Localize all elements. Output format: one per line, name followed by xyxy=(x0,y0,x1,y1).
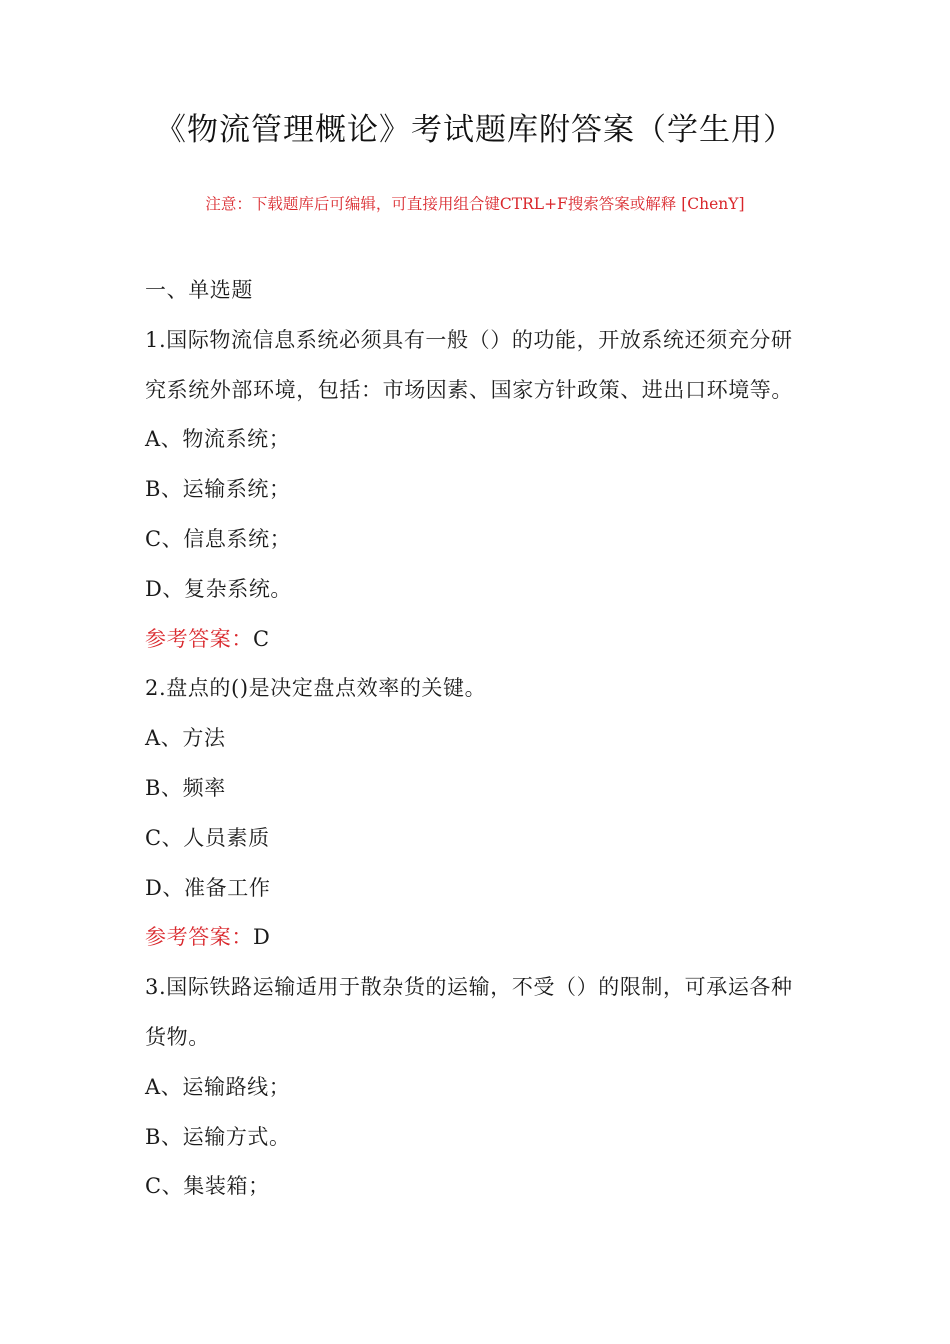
question-2-answer xyxy=(145,913,815,963)
section-heading: 一、单选题 xyxy=(145,278,253,302)
document-title: 《物流管理概论》考试题库附答案（学生用） xyxy=(155,112,795,148)
download-notice: 注意：下载题库后可编辑，可直接用组合键CTRL+F搜索答案或解释 [ChenY] xyxy=(205,195,745,213)
question-3-option-c: C、集装箱； xyxy=(145,1174,270,1199)
question-2-stem-line-1: 2.盘点的()是决定盘点效率的关键。 xyxy=(145,676,487,701)
question-1-answer xyxy=(145,615,815,665)
question-1-option-c: C、信息系统； xyxy=(145,526,292,551)
question-1-option-b: B、运输系统； xyxy=(145,477,291,502)
question-1-stem-line-2: 究系统外部环境，包括：市场因素、国家方针政策、进出口环境等。 xyxy=(145,377,793,402)
question-list xyxy=(145,266,815,1212)
question-3-option-a: A、运输路线； xyxy=(145,1074,291,1099)
question-1-option-a: A、物流系统； xyxy=(145,427,291,452)
question-2-option-c: C、人员素质 xyxy=(145,825,270,850)
question-2-option-b: B、频率 xyxy=(145,775,226,800)
answer-value: C xyxy=(253,626,270,651)
question-2-option-a: A、方法 xyxy=(145,726,226,751)
question-3-stem-line-1: 3.国际铁路运输适用于散杂货的运输，不受（）的限制，可承运各种 xyxy=(145,975,793,1000)
answer-label: 参考答案： xyxy=(145,626,253,651)
question-3-option-b: B、运输方式。 xyxy=(145,1124,291,1149)
answer-value: D xyxy=(253,925,271,950)
question-2-option-d: D、准备工作 xyxy=(145,875,271,900)
question-1-option-d: D、复杂系统。 xyxy=(145,576,293,601)
question-3-stem-line-2: 货物。 xyxy=(145,1024,210,1049)
answer-label: 参考答案： xyxy=(145,925,253,950)
question-1-stem-line-1: 1.国际物流信息系统必须具有一般（）的功能，开放系统还须充分研 xyxy=(145,327,793,352)
